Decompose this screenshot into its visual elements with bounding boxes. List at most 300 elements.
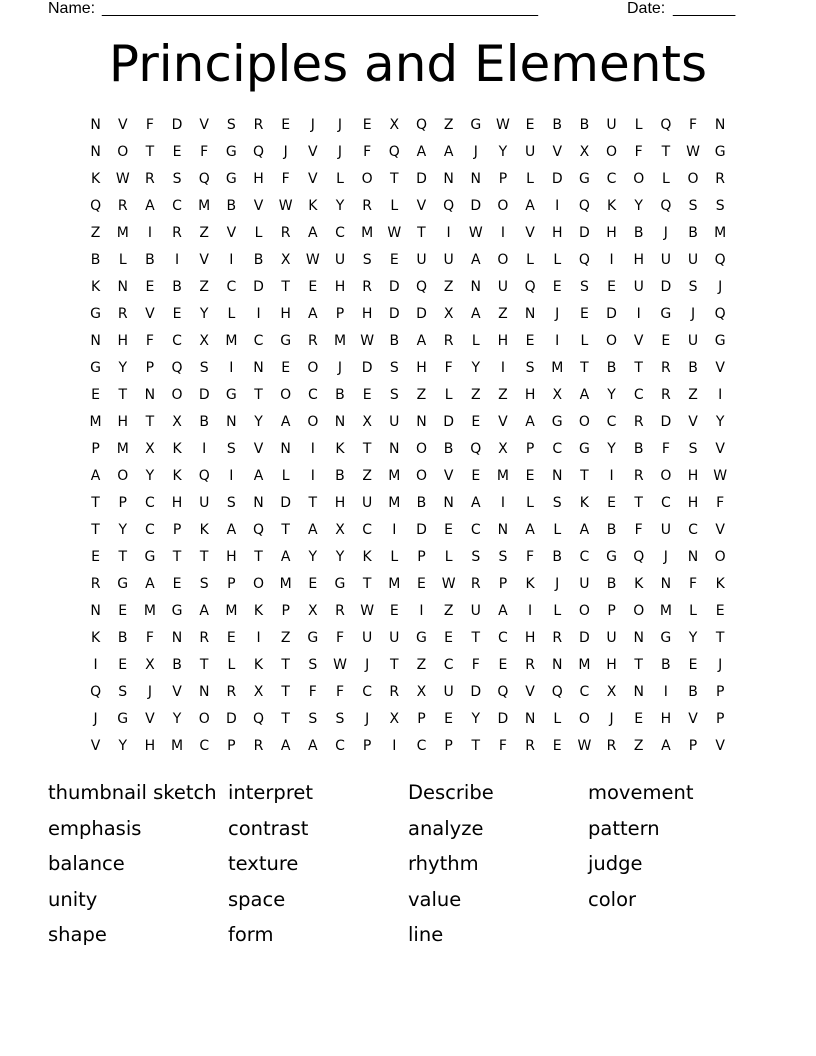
grid-letter[interactable]: I — [528, 603, 533, 619]
grid-letter[interactable]: F — [716, 495, 725, 511]
grid-letter[interactable]: M — [333, 333, 347, 349]
grid-letter[interactable]: C — [606, 414, 617, 430]
grid-letter[interactable]: N — [470, 279, 481, 295]
grid-letter[interactable]: T — [118, 387, 128, 403]
grid-letter[interactable]: I — [256, 630, 261, 646]
grid-letter[interactable]: S — [688, 198, 698, 214]
grid-letter[interactable]: F — [335, 684, 345, 700]
grid-letter[interactable]: I — [718, 387, 723, 403]
grid-letter[interactable]: E — [145, 279, 155, 295]
grid-letter[interactable]: W — [686, 144, 700, 160]
grid-letter[interactable]: U — [660, 522, 671, 538]
grid-letter[interactable]: H — [524, 630, 536, 646]
grid-letter[interactable]: I — [609, 252, 614, 268]
grid-letter[interactable]: C — [552, 441, 563, 457]
grid-letter[interactable]: A — [280, 738, 291, 754]
grid-letter[interactable]: C — [443, 657, 454, 673]
grid-letter[interactable]: O — [280, 387, 292, 403]
grid-letter[interactable]: C — [579, 684, 590, 700]
grid-letter[interactable]: M — [578, 657, 591, 673]
grid-letter[interactable]: O — [415, 468, 427, 484]
grid-letter[interactable]: Z — [280, 630, 291, 646]
grid-letter[interactable]: I — [229, 468, 234, 484]
grid-letter[interactable]: P — [525, 441, 535, 457]
grid-letter[interactable]: Z — [416, 387, 427, 403]
grid-letter[interactable]: V — [715, 522, 725, 538]
grid-letter[interactable]: F — [363, 144, 372, 160]
grid-letter[interactable]: V — [715, 738, 725, 754]
grid-letter[interactable]: Z — [416, 657, 427, 673]
grid-letter[interactable]: G — [144, 549, 156, 565]
grid-letter[interactable]: B — [606, 576, 617, 592]
grid-letter[interactable]: C — [470, 522, 481, 538]
grid-letter[interactable]: J — [337, 117, 343, 133]
grid-letter[interactable]: T — [172, 549, 182, 565]
grid-letter[interactable]: P — [417, 549, 426, 565]
grid-letter[interactable]: J — [147, 684, 152, 700]
grid-letter[interactable]: P — [362, 738, 372, 754]
grid-letter[interactable]: S — [118, 684, 128, 700]
grid-letter[interactable]: R — [90, 576, 101, 592]
grid-letter[interactable]: O — [307, 414, 319, 430]
grid-letter[interactable]: N — [90, 117, 101, 133]
grid-letter[interactable]: P — [688, 738, 698, 754]
grid-letter[interactable]: V — [253, 198, 264, 214]
grid-letter[interactable]: O — [307, 360, 319, 376]
grid-letter[interactable]: Z — [498, 387, 508, 403]
grid-letter[interactable]: O — [578, 711, 590, 727]
grid-letter[interactable]: E — [525, 333, 535, 349]
grid-letter[interactable]: K — [172, 468, 182, 484]
grid-letter[interactable]: J — [283, 144, 288, 160]
grid-letter[interactable]: N — [551, 468, 563, 484]
grid-letter[interactable]: D — [579, 630, 590, 646]
grid-letter[interactable]: C — [633, 387, 644, 403]
grid-letter[interactable]: X — [145, 657, 155, 673]
grid-letter[interactable]: B — [633, 441, 644, 457]
grid-letter[interactable]: K — [308, 198, 318, 214]
grid-letter[interactable]: O — [714, 549, 726, 565]
grid-letter[interactable]: I — [229, 360, 234, 376]
grid-letter[interactable]: C — [145, 495, 155, 511]
grid-letter[interactable]: R — [525, 657, 535, 673]
grid-letter[interactable]: E — [91, 387, 100, 403]
grid-letter[interactable]: H — [606, 657, 617, 673]
grid-letter[interactable]: J — [718, 657, 723, 673]
grid-letter[interactable]: N — [633, 684, 644, 700]
grid-letter[interactable]: Z — [470, 387, 481, 403]
grid-letter[interactable]: D — [198, 387, 210, 403]
grid-letter[interactable]: J — [337, 360, 343, 376]
grid-letter[interactable]: M — [496, 468, 509, 484]
grid-letter[interactable]: B — [199, 414, 209, 430]
grid-letter[interactable]: E — [172, 306, 182, 322]
grid-letter[interactable]: Q — [171, 360, 183, 376]
grid-letter[interactable]: A — [308, 738, 318, 754]
grid-letter[interactable]: Q — [90, 684, 102, 700]
grid-letter[interactable]: N — [198, 684, 210, 700]
grid-letter[interactable]: Q — [714, 306, 726, 322]
grid-letter[interactable]: V — [633, 333, 644, 349]
grid-letter[interactable]: K — [525, 576, 535, 592]
grid-letter[interactable]: T — [281, 522, 290, 538]
grid-letter[interactable]: B — [253, 252, 264, 268]
grid-letter[interactable]: Q — [578, 198, 590, 214]
grid-letter[interactable]: J — [473, 144, 478, 160]
grid-letter[interactable]: P — [335, 306, 345, 322]
grid-letter[interactable]: V — [308, 171, 318, 187]
grid-letter[interactable]: I — [174, 252, 180, 268]
grid-letter[interactable]: B — [633, 225, 644, 241]
grid-letter[interactable]: B — [117, 630, 128, 646]
grid-letter[interactable]: J — [690, 306, 696, 322]
grid-letter[interactable]: A — [308, 522, 318, 538]
grid-letter[interactable]: R — [660, 360, 671, 376]
grid-letter[interactable]: E — [172, 576, 182, 592]
grid-letter[interactable]: O — [497, 198, 509, 214]
grid-letter[interactable]: O — [687, 171, 699, 187]
grid-letter[interactable]: R — [660, 387, 671, 403]
grid-letter[interactable]: R — [715, 171, 726, 187]
grid-letter[interactable]: L — [661, 171, 670, 187]
grid-letter[interactable]: A — [416, 144, 427, 160]
grid-letter[interactable]: J — [663, 225, 668, 241]
grid-letter[interactable]: C — [362, 684, 373, 700]
grid-letter[interactable]: G — [90, 360, 101, 376]
grid-letter[interactable]: X — [498, 441, 508, 457]
grid-letter[interactable]: U — [443, 252, 454, 268]
grid-letter[interactable]: B — [579, 117, 590, 133]
grid-letter[interactable]: T — [145, 414, 155, 430]
grid-letter[interactable]: H — [551, 225, 563, 241]
grid-letter[interactable]: Q — [497, 684, 509, 700]
grid-letter[interactable]: K — [253, 603, 264, 619]
grid-letter[interactable]: D — [470, 684, 482, 700]
grid-letter[interactable]: F — [634, 522, 643, 538]
grid-letter[interactable]: Y — [607, 441, 616, 457]
grid-letter[interactable]: S — [226, 441, 236, 457]
grid-letter[interactable]: B — [172, 279, 182, 295]
grid-letter[interactable]: A — [470, 306, 481, 322]
grid-letter[interactable]: E — [552, 738, 562, 754]
grid-letter[interactable]: T — [580, 468, 589, 484]
grid-letter[interactable]: T — [715, 630, 725, 646]
grid-letter[interactable]: I — [500, 495, 505, 511]
grid-letter[interactable]: H — [280, 306, 291, 322]
grid-letter[interactable]: J — [365, 711, 370, 727]
grid-letter[interactable]: N — [90, 603, 101, 619]
grid-letter[interactable]: Q — [415, 279, 427, 295]
grid-letter[interactable]: G — [90, 306, 101, 322]
grid-letter[interactable]: F — [634, 144, 643, 160]
grid-letter[interactable]: U — [416, 252, 427, 268]
grid-letter[interactable]: O — [171, 387, 183, 403]
grid-letter[interactable]: H — [633, 252, 644, 268]
grid-letter[interactable]: W — [115, 171, 130, 187]
grid-letter[interactable]: S — [172, 171, 182, 187]
grid-letter[interactable]: G — [225, 387, 237, 403]
grid-letter[interactable]: R — [226, 684, 237, 700]
grid-letter[interactable]: F — [145, 117, 154, 133]
grid-letter[interactable]: K — [90, 630, 101, 646]
grid-letter[interactable]: L — [553, 603, 562, 619]
grid-letter[interactable]: K — [90, 171, 101, 187]
grid-letter[interactable]: R — [552, 630, 563, 646]
grid-letter[interactable]: G — [714, 333, 726, 349]
grid-letter[interactable]: A — [661, 738, 671, 754]
grid-letter[interactable]: W — [305, 252, 320, 268]
grid-letter[interactable]: E — [607, 279, 616, 295]
grid-letter[interactable]: V — [90, 738, 101, 754]
grid-letter[interactable]: Q — [90, 198, 102, 214]
grid-letter[interactable]: J — [663, 549, 668, 565]
grid-letter[interactable]: B — [172, 657, 182, 673]
grid-letter[interactable]: S — [389, 387, 399, 403]
grid-letter[interactable]: E — [118, 603, 128, 619]
grid-letter[interactable]: I — [419, 603, 424, 619]
grid-letter[interactable]: R — [117, 198, 128, 214]
grid-letter[interactable]: B — [688, 684, 698, 700]
grid-letter[interactable]: T — [390, 657, 399, 673]
grid-letter[interactable]: R — [253, 738, 264, 754]
grid-letter[interactable]: X — [362, 414, 372, 430]
grid-letter[interactable]: E — [226, 630, 236, 646]
grid-letter[interactable]: K — [172, 441, 182, 457]
grid-letter[interactable]: Q — [198, 171, 210, 187]
grid-letter[interactable]: L — [526, 252, 534, 268]
grid-letter[interactable]: M — [388, 468, 401, 484]
grid-letter[interactable]: B — [606, 522, 617, 538]
grid-letter[interactable]: H — [117, 414, 128, 430]
grid-letter[interactable]: U — [470, 603, 481, 619]
grid-letter[interactable]: H — [606, 225, 617, 241]
grid-letter[interactable]: E — [444, 711, 454, 727]
grid-letter[interactable]: V — [199, 252, 209, 268]
grid-letter[interactable]: G — [171, 603, 183, 619]
grid-letter[interactable]: U — [606, 117, 617, 133]
grid-letter[interactable]: U — [199, 495, 210, 511]
grid-letter[interactable]: N — [171, 630, 183, 646]
grid-letter[interactable]: F — [498, 738, 507, 754]
grid-letter[interactable]: G — [117, 711, 129, 727]
grid-letter[interactable]: L — [227, 306, 236, 322]
grid-letter[interactable]: G — [551, 414, 563, 430]
grid-letter[interactable]: E — [552, 279, 562, 295]
grid-letter[interactable]: E — [471, 468, 481, 484]
grid-letter[interactable]: K — [335, 441, 345, 457]
grid-letter[interactable]: U — [389, 414, 400, 430]
grid-letter[interactable]: Y — [715, 414, 725, 430]
grid-letter[interactable]: A — [470, 495, 481, 511]
grid-letter[interactable]: V — [117, 117, 128, 133]
grid-letter[interactable]: S — [226, 495, 236, 511]
grid-letter[interactable]: Y — [172, 711, 182, 727]
grid-letter[interactable]: E — [661, 333, 671, 349]
grid-letter[interactable]: T — [281, 684, 290, 700]
grid-letter[interactable]: I — [392, 522, 397, 538]
grid-letter[interactable]: C — [498, 630, 508, 646]
grid-letter[interactable]: A — [525, 414, 535, 430]
grid-letter[interactable]: W — [577, 738, 592, 754]
grid-letter[interactable]: R — [606, 738, 617, 754]
grid-letter[interactable]: C — [226, 279, 237, 295]
grid-letter[interactable]: M — [714, 225, 727, 241]
grid-letter[interactable]: B — [661, 657, 671, 673]
grid-letter[interactable]: P — [172, 522, 182, 538]
grid-letter[interactable]: W — [496, 117, 510, 133]
grid-letter[interactable]: C — [579, 549, 590, 565]
grid-letter[interactable]: V — [145, 306, 155, 322]
grid-letter[interactable]: F — [444, 360, 453, 376]
grid-letter[interactable]: I — [446, 225, 451, 241]
date-blank[interactable]: _______ — [673, 0, 736, 17]
grid-letter[interactable]: I — [229, 252, 234, 268]
grid-letter[interactable]: V — [172, 684, 182, 700]
grid-letter[interactable]: M — [551, 360, 564, 376]
grid-letter[interactable]: S — [199, 360, 209, 376]
grid-letter[interactable]: P — [715, 684, 725, 700]
grid-letter[interactable]: G — [416, 630, 427, 646]
grid-letter[interactable]: C — [416, 738, 427, 754]
grid-letter[interactable]: I — [609, 468, 614, 484]
grid-letter[interactable]: P — [715, 711, 725, 727]
grid-letter[interactable]: Q — [253, 711, 265, 727]
grid-letter[interactable]: T — [417, 225, 426, 241]
grid-letter[interactable]: G — [117, 576, 129, 592]
grid-letter[interactable]: W — [713, 468, 728, 484]
grid-letter[interactable]: R — [389, 684, 400, 700]
grid-letter[interactable]: K — [715, 576, 725, 592]
grid-letter[interactable]: E — [91, 549, 100, 565]
grid-letter[interactable]: R — [470, 576, 481, 592]
grid-letter[interactable]: X — [308, 603, 318, 619]
grid-letter[interactable]: S — [688, 279, 698, 295]
grid-letter[interactable]: L — [553, 711, 562, 727]
grid-letter[interactable]: T — [362, 576, 372, 592]
grid-letter[interactable]: U — [687, 333, 699, 349]
grid-letter[interactable]: H — [687, 495, 699, 511]
grid-letter[interactable]: H — [497, 333, 509, 349]
grid-letter[interactable]: U — [606, 630, 617, 646]
grid-letter[interactable]: R — [117, 306, 128, 322]
grid-letter[interactable]: L — [390, 549, 399, 565]
grid-letter[interactable]: J — [555, 576, 560, 592]
grid-letter[interactable]: E — [688, 657, 698, 673]
grid-letter[interactable]: B — [90, 252, 101, 268]
grid-letter[interactable]: O — [497, 252, 509, 268]
grid-letter[interactable]: T — [254, 549, 263, 565]
grid-letter[interactable]: K — [199, 522, 209, 538]
grid-letter[interactable]: Y — [634, 198, 643, 214]
grid-letter[interactable]: H — [334, 495, 346, 511]
grid-letter[interactable]: R — [633, 468, 644, 484]
grid-letter[interactable]: C — [172, 333, 182, 349]
grid-letter[interactable]: E — [715, 603, 725, 619]
grid-letter[interactable]: A — [145, 576, 155, 592]
grid-letter[interactable]: A — [416, 333, 427, 349]
grid-letter[interactable]: G — [660, 306, 672, 322]
grid-letter[interactable]: M — [388, 495, 401, 511]
grid-letter[interactable]: N — [90, 144, 101, 160]
grid-letter[interactable]: I — [500, 360, 505, 376]
grid-letter[interactable]: Z — [443, 117, 454, 133]
grid-letter[interactable]: Z — [688, 387, 698, 403]
grid-letter[interactable]: Q — [578, 252, 590, 268]
grid-letter[interactable]: V — [498, 414, 508, 430]
grid-letter[interactable]: V — [443, 468, 454, 484]
grid-letter[interactable]: H — [334, 279, 346, 295]
grid-letter[interactable]: A — [308, 225, 318, 241]
grid-letter[interactable]: O — [253, 576, 265, 592]
grid-letter[interactable]: X — [172, 414, 182, 430]
grid-letter[interactable]: R — [145, 171, 155, 187]
grid-letter[interactable]: I — [555, 198, 560, 214]
grid-letter[interactable]: I — [500, 225, 505, 241]
grid-letter[interactable]: T — [281, 657, 290, 673]
grid-letter[interactable]: M — [143, 603, 156, 619]
grid-letter[interactable]: N — [524, 711, 536, 727]
grid-letter[interactable]: S — [308, 657, 318, 673]
grid-letter[interactable]: C — [145, 522, 155, 538]
grid-letter[interactable]: Z — [443, 603, 454, 619]
grid-letter[interactable]: N — [497, 522, 509, 538]
grid-letter[interactable]: N — [280, 441, 291, 457]
grid-letter[interactable]: I — [555, 333, 560, 349]
grid-letter[interactable]: T — [91, 522, 100, 538]
grid-letter[interactable]: N — [334, 414, 346, 430]
grid-letter[interactable]: U — [443, 684, 454, 700]
grid-letter[interactable]: I — [310, 441, 315, 457]
grid-letter[interactable]: L — [553, 522, 562, 538]
grid-letter[interactable]: T — [471, 630, 481, 646]
grid-letter[interactable]: O — [606, 144, 618, 160]
grid-letter[interactable]: T — [390, 171, 399, 187]
grid-letter[interactable]: Y — [254, 414, 263, 430]
grid-letter[interactable]: O — [578, 603, 590, 619]
grid-letter[interactable]: R — [253, 117, 264, 133]
grid-letter[interactable]: B — [552, 117, 563, 133]
grid-letter[interactable]: E — [172, 144, 182, 160]
grid-letter[interactable]: B — [145, 252, 155, 268]
grid-letter[interactable]: Q — [524, 279, 536, 295]
grid-letter[interactable]: C — [253, 333, 264, 349]
grid-letter[interactable]: S — [335, 711, 345, 727]
grid-letter[interactable]: H — [226, 549, 237, 565]
grid-letter[interactable]: T — [308, 495, 318, 511]
grid-letter[interactable]: D — [660, 414, 672, 430]
grid-letter[interactable]: L — [634, 117, 643, 133]
grid-letter[interactable]: M — [225, 603, 238, 619]
grid-letter[interactable]: W — [333, 657, 347, 673]
grid-letter[interactable]: K — [90, 279, 101, 295]
grid-letter[interactable]: P — [281, 603, 290, 619]
grid-letter[interactable]: M — [89, 414, 102, 430]
grid-letter[interactable]: L — [526, 171, 534, 187]
grid-letter[interactable]: V — [525, 225, 535, 241]
grid-letter[interactable]: P — [417, 711, 426, 727]
grid-letter[interactable]: A — [579, 522, 590, 538]
grid-letter[interactable]: B — [335, 387, 345, 403]
grid-letter[interactable]: S — [525, 360, 535, 376]
grid-letter[interactable]: R — [199, 630, 210, 646]
grid-letter[interactable]: L — [444, 549, 453, 565]
grid-letter[interactable]: E — [362, 117, 372, 133]
grid-letter[interactable]: G — [578, 441, 590, 457]
grid-letter[interactable]: M — [198, 198, 211, 214]
grid-letter[interactable]: N — [443, 495, 454, 511]
grid-letter[interactable]: C — [362, 522, 373, 538]
grid-letter[interactable]: G — [578, 171, 590, 187]
